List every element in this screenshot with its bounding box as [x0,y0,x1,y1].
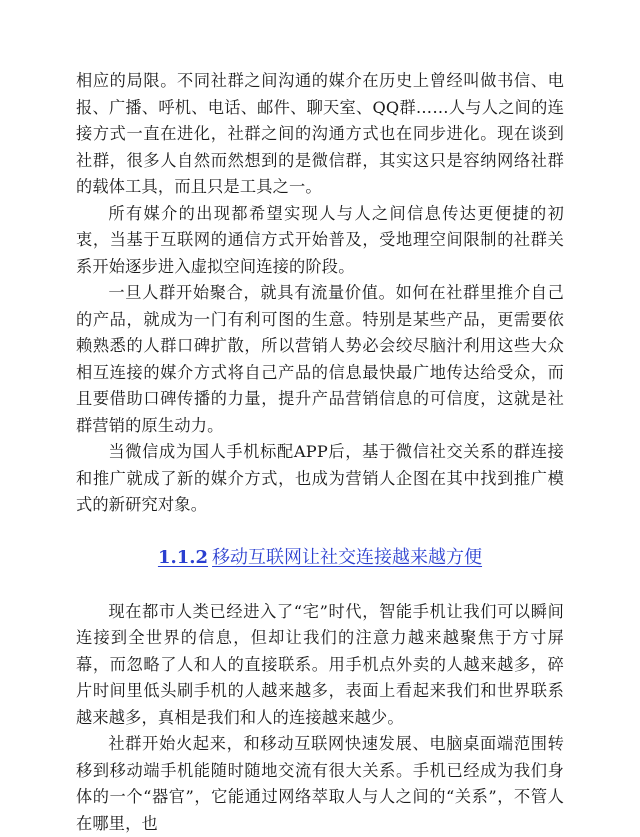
paragraph-6: 社群开始火起来，和移动互联网快速发展、电脑桌面端范围转移到移动端手机能随时随地交流有很大关系。手机已经成为我们身体的一个“器官”，它能通过网络萃取人与人之间的“关系”，不管人在哪里，也 [76,734,564,833]
paragraph-3: 一旦人群开始聚合，就具有流量价值。如何在社群里推介自己的产品，就成为一门有利可图的生意。特别是某些产品，更需要依赖熟悉的人群口碑扩散，所以营销人势必会绞尽脑汁利用这些大众相互连接的媒介方式将自己产品的信息最快最广地传达给受众，而且要借助口碑传播的力量，提升产品营销信息的可信度，这就是社群营销的原生动力。 [76,283,564,435]
paragraph-2: 所有媒介的出现都希望实现人与人之间信息传达更便捷的初衷，当基于互联网的通信方式开始普及，受地理空间限制的社群关系开始逐步进入虚拟空间连接的阶段。 [76,203,564,276]
section-heading[interactable] [76,545,564,571]
paragraph-1: 相应的局限。不同社群之间沟通的媒介在历史上曾经叫做书信、电报、广播、呼机、电话、邮件、聊天室、QQ群……人与人之间的连接方式一直在进化，社群之间的沟通方式也在同步进化。现在谈到社群，很多人自然而然想到的是微信群，其实这只是容纳网络社群的载体工具，而且只是工具之一。 [76,71,564,196]
section-title: 移动互联网让社交连接越来越方便 [212,546,483,568]
paragraph-4: 当微信成为国人手机标配APP后，基于微信社交关系的群连接和推广就成了新的媒介方式，也成为营销人企图在其中找到推广模式的新研究对象。 [76,442,564,514]
paragraph-5: 现在都市人类已经进入了“宅”时代，智能手机让我们可以瞬间连接到全世界的信息，但却让我们的注意力越来越聚焦于方寸屏幕，而忽略了人和人的直接联系。用手机点外卖的人越来越多，碎片时间里低头刷手机的人越来越多，表面上看起来我们和世界联系越来越多，真相是我们和人的连接越来越少。 [76,601,564,727]
document-page [76,68,564,837]
section-number: 1.1.2 [157,546,209,568]
